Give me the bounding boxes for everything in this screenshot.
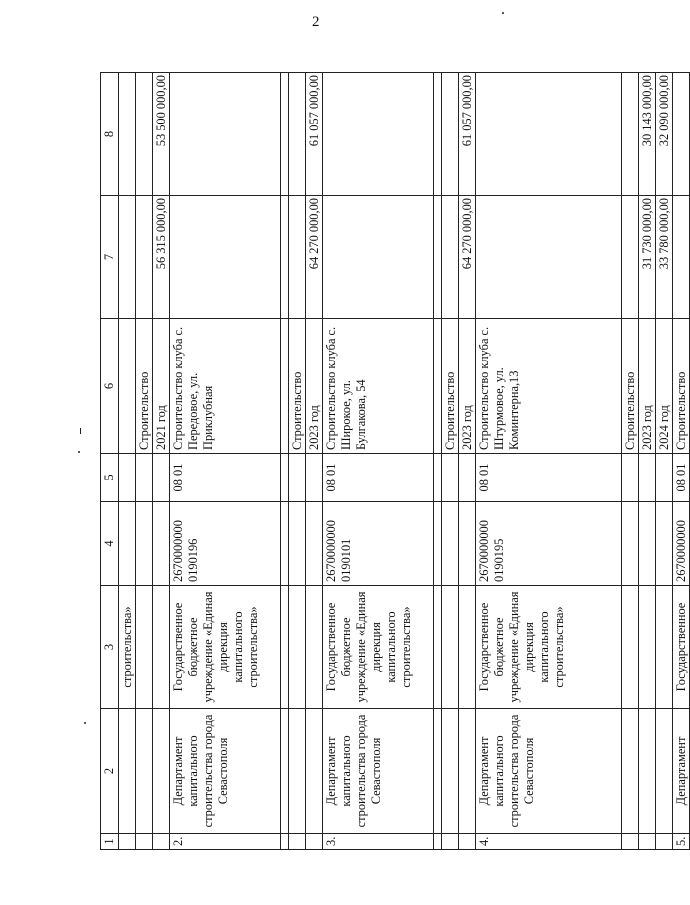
row-number: 4. <box>476 834 622 850</box>
col-header-3: 3 <box>101 586 119 709</box>
institution-cell: Государственное <box>673 586 690 709</box>
stage-label: Строительство <box>289 319 306 454</box>
rotated-sheet <box>100 73 688 850</box>
section-cell: 08 01 <box>170 454 281 502</box>
institution-cell: Государственное бюджетное учреждение «Единая дирекция капитального строительства» <box>476 586 622 709</box>
table-row <box>136 73 153 850</box>
scan-speck <box>80 428 81 434</box>
object-cell: Строительство клуба с. Передовое, ул. Приклубная <box>170 319 281 454</box>
row-number: 5. <box>673 834 690 850</box>
table-row <box>434 73 442 850</box>
table-row <box>656 73 673 850</box>
department-cell: Департамент капитального строительства города Севастополя <box>323 709 434 834</box>
col-header-8: 8 <box>101 73 119 196</box>
col-header-4: 4 <box>101 502 119 586</box>
table-row <box>673 73 690 850</box>
amount-col8: 32 090 000,00 <box>656 73 673 196</box>
table-row <box>639 73 656 850</box>
institution-fragment: строительства» <box>119 586 136 709</box>
stage-label: Строительство <box>136 319 153 454</box>
table-row <box>442 73 459 850</box>
table-row <box>476 73 622 850</box>
table-row <box>306 73 323 850</box>
scan-speck <box>78 451 80 453</box>
row-number: 3. <box>323 834 434 850</box>
code-cell: 2670000000 0190101 <box>323 502 434 586</box>
scan-speck <box>502 12 504 14</box>
table-row <box>119 73 136 850</box>
amount-col8: 30 143 000,00 <box>639 73 656 196</box>
year-label: 2024 год <box>656 319 673 454</box>
col-header-5: 5 <box>101 454 119 502</box>
stage-label: Строительство <box>622 319 639 454</box>
amount-col7: 31 730 000,00 <box>639 196 656 319</box>
object-cell: Строительство клуба с. Штурмовое, ул. Коминтерна,13 <box>476 319 622 454</box>
table-row <box>622 73 639 850</box>
table-row <box>281 73 289 850</box>
col-header-6: 6 <box>101 319 119 454</box>
table-row <box>170 73 281 850</box>
amount-col7: 64 270 000,00 <box>459 196 476 319</box>
table-row <box>153 73 170 850</box>
col-header-1: 1 <box>101 834 119 850</box>
col-header-2: 2 <box>101 709 119 834</box>
scan-speck <box>84 722 86 724</box>
code-cell: 2670000000 0190195 <box>476 502 622 586</box>
department-cell: Департамент капитального строительства города Севастополя <box>476 709 622 834</box>
table-row <box>323 73 434 850</box>
year-label: 2023 год <box>459 319 476 454</box>
amount-col7: 64 270 000,00 <box>306 196 323 319</box>
col-header-7: 7 <box>101 196 119 319</box>
institution-cell: Государственное бюджетное учреждение «Единая дирекция капитального строительства» <box>170 586 281 709</box>
amount-col7: 33 780 000,00 <box>656 196 673 319</box>
amount-col8: 61 057 000,00 <box>306 73 323 196</box>
section-cell: 08 01 <box>673 454 690 502</box>
amount-col7: 56 315 000,00 <box>153 196 170 319</box>
year-label: 2023 год <box>306 319 323 454</box>
table-row <box>289 73 306 850</box>
budget-table <box>100 72 690 850</box>
department-cell: Департамент капитального строительства города Севастополя <box>170 709 281 834</box>
stage-label: Строительство <box>442 319 459 454</box>
page-number: 2 <box>312 14 320 30</box>
year-label: 2021 год <box>153 319 170 454</box>
amount-col8: 61 057 000,00 <box>459 73 476 196</box>
object-cell: Строительство клуба с. Широкое, ул. Булгакова, 54 <box>323 319 434 454</box>
code-cell: 2670000000 <box>673 502 690 586</box>
section-cell: 08 01 <box>476 454 622 502</box>
table-row <box>459 73 476 850</box>
amount-col8: 53 500 000,00 <box>153 73 170 196</box>
year-label: 2023 год <box>639 319 656 454</box>
section-cell: 08 01 <box>323 454 434 502</box>
header-row <box>101 73 119 850</box>
institution-cell: Государственное бюджетное учреждение «Единая дирекция капитального строительства» <box>323 586 434 709</box>
department-cell: Департамент <box>673 709 690 834</box>
row-number: 2. <box>170 834 281 850</box>
code-cell: 2670000000 0190196 <box>170 502 281 586</box>
object-cell: Строительство <box>673 319 690 454</box>
